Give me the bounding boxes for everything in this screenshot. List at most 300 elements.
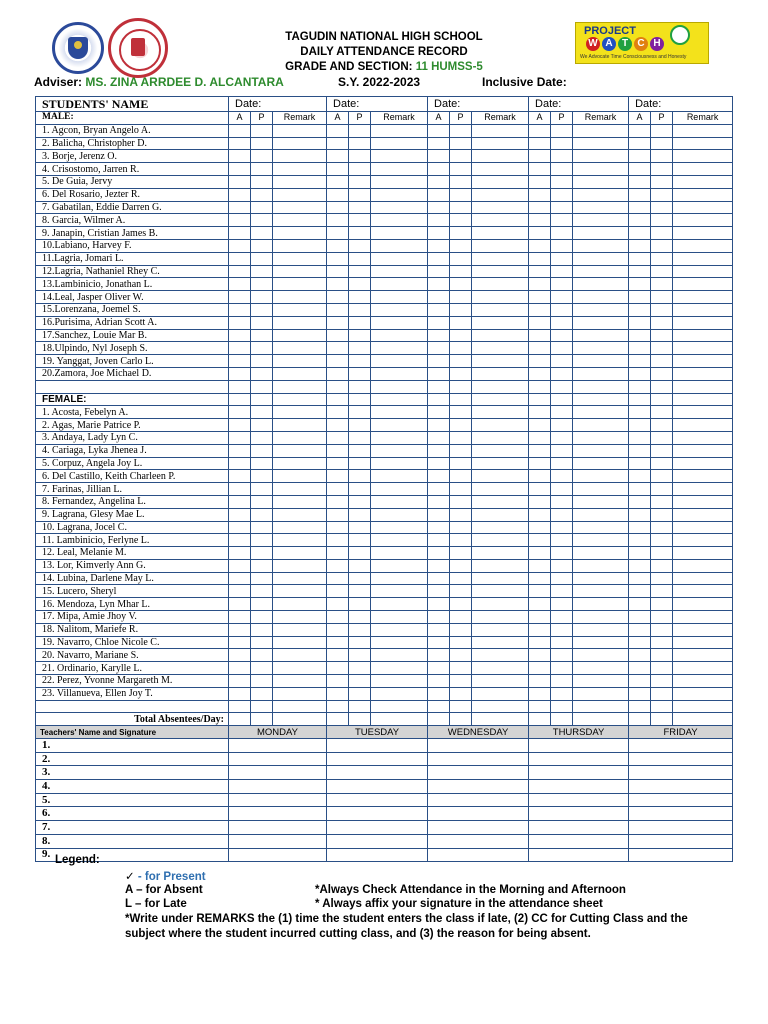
absent-cell[interactable] [629,380,651,393]
remark-cell[interactable] [371,508,428,521]
absent-cell[interactable] [529,508,551,521]
present-cell[interactable] [551,700,573,713]
present-cell[interactable] [450,444,472,457]
present-cell[interactable] [349,265,371,278]
remark-cell[interactable] [273,124,327,137]
remark-cell[interactable] [573,572,629,585]
remark-cell[interactable] [273,572,327,585]
remark-cell[interactable] [371,611,428,624]
absent-cell[interactable] [629,687,651,700]
present-cell[interactable] [651,406,673,419]
remark-cell[interactable] [472,662,529,675]
present-cell[interactable] [349,124,371,137]
present-cell[interactable] [551,483,573,496]
present-cell[interactable] [651,572,673,585]
present-cell[interactable] [551,636,573,649]
absent-cell[interactable] [229,252,251,265]
absent-cell[interactable] [428,150,450,163]
absent-cell[interactable] [529,713,551,726]
remark-cell[interactable] [472,713,529,726]
remark-cell[interactable] [472,214,529,227]
present-cell[interactable] [551,572,573,585]
absent-cell[interactable] [629,188,651,201]
present-cell[interactable] [251,329,273,342]
present-cell[interactable] [349,406,371,419]
remark-cell[interactable] [371,163,428,176]
present-cell[interactable] [450,278,472,291]
remark-cell[interactable] [273,457,327,470]
present-cell[interactable] [651,700,673,713]
absent-cell[interactable] [529,470,551,483]
present-cell[interactable] [251,355,273,368]
present-cell[interactable] [551,265,573,278]
remark-cell[interactable] [371,534,428,547]
remark-cell[interactable] [472,457,529,470]
absent-cell[interactable] [629,559,651,572]
absent-cell[interactable] [428,137,450,150]
present-cell[interactable] [349,163,371,176]
remark-cell[interactable] [673,342,733,355]
absent-cell[interactable] [629,303,651,316]
remark-cell[interactable] [573,124,629,137]
remark-cell[interactable] [273,521,327,534]
absent-cell[interactable] [327,291,349,304]
remark-cell[interactable] [472,700,529,713]
remark-cell[interactable] [371,675,428,688]
absent-cell[interactable] [629,214,651,227]
absent-cell[interactable] [229,124,251,137]
remark-cell[interactable] [573,483,629,496]
present-cell[interactable] [551,329,573,342]
absent-cell[interactable] [529,329,551,342]
present-cell[interactable] [450,227,472,240]
absent-cell[interactable] [629,521,651,534]
present-cell[interactable] [450,623,472,636]
present-cell[interactable] [551,188,573,201]
absent-cell[interactable] [428,188,450,201]
absent-cell[interactable] [229,342,251,355]
remark-cell[interactable] [472,534,529,547]
absent-cell[interactable] [428,175,450,188]
present-cell[interactable] [251,457,273,470]
absent-cell[interactable] [629,508,651,521]
absent-cell[interactable] [229,316,251,329]
absent-cell[interactable] [229,675,251,688]
absent-cell[interactable] [529,495,551,508]
remark-cell[interactable] [673,329,733,342]
absent-cell[interactable] [529,393,551,406]
remark-cell[interactable] [472,431,529,444]
remark-cell[interactable] [573,367,629,380]
present-cell[interactable] [450,636,472,649]
present-cell[interactable] [651,227,673,240]
remark-cell[interactable] [673,547,733,560]
absent-cell[interactable] [629,393,651,406]
absent-cell[interactable] [629,547,651,560]
present-cell[interactable] [450,188,472,201]
absent-cell[interactable] [529,163,551,176]
absent-cell[interactable] [629,611,651,624]
present-cell[interactable] [450,342,472,355]
remark-cell[interactable] [273,175,327,188]
absent-cell[interactable] [327,316,349,329]
present-cell[interactable] [349,687,371,700]
remark-cell[interactable] [273,316,327,329]
present-cell[interactable] [551,201,573,214]
absent-cell[interactable] [229,406,251,419]
remark-cell[interactable] [371,124,428,137]
remark-cell[interactable] [573,700,629,713]
absent-cell[interactable] [629,137,651,150]
remark-cell[interactable] [673,137,733,150]
absent-cell[interactable] [529,303,551,316]
teacher-signature-cell[interactable] [428,821,529,835]
absent-cell[interactable] [229,239,251,252]
teacher-signature-cell[interactable] [229,848,327,862]
absent-cell[interactable] [327,380,349,393]
absent-cell[interactable] [327,559,349,572]
present-cell[interactable] [251,265,273,278]
teacher-signature-cell[interactable] [629,848,733,862]
absent-cell[interactable] [327,649,349,662]
present-cell[interactable] [251,137,273,150]
present-cell[interactable] [251,559,273,572]
absent-cell[interactable] [529,534,551,547]
remark-cell[interactable] [573,431,629,444]
present-cell[interactable] [651,611,673,624]
remark-cell[interactable] [273,252,327,265]
absent-cell[interactable] [629,163,651,176]
remark-cell[interactable] [472,265,529,278]
remark-cell[interactable] [673,636,733,649]
absent-cell[interactable] [428,662,450,675]
present-cell[interactable] [450,163,472,176]
remark-cell[interactable] [573,559,629,572]
present-cell[interactable] [450,495,472,508]
teacher-signature-cell[interactable] [428,780,529,794]
absent-cell[interactable] [428,444,450,457]
remark-cell[interactable] [673,406,733,419]
present-cell[interactable] [349,393,371,406]
remark-cell[interactable] [371,201,428,214]
remark-cell[interactable] [673,239,733,252]
present-cell[interactable] [251,649,273,662]
absent-cell[interactable] [229,291,251,304]
remark-cell[interactable] [472,559,529,572]
absent-cell[interactable] [428,303,450,316]
present-cell[interactable] [349,547,371,560]
remark-cell[interactable] [472,675,529,688]
absent-cell[interactable] [229,662,251,675]
present-cell[interactable] [551,431,573,444]
absent-cell[interactable] [428,687,450,700]
present-cell[interactable] [349,521,371,534]
present-cell[interactable] [551,585,573,598]
absent-cell[interactable] [428,342,450,355]
present-cell[interactable] [349,175,371,188]
absent-cell[interactable] [428,636,450,649]
present-cell[interactable] [251,675,273,688]
present-cell[interactable] [651,598,673,611]
teacher-signature-cell[interactable] [229,821,327,835]
absent-cell[interactable] [629,419,651,432]
teacher-signature-cell[interactable] [229,752,327,766]
teacher-signature-cell[interactable] [428,807,529,821]
absent-cell[interactable] [327,687,349,700]
absent-cell[interactable] [327,252,349,265]
present-cell[interactable] [349,316,371,329]
remark-cell[interactable] [673,431,733,444]
absent-cell[interactable] [629,239,651,252]
absent-cell[interactable] [428,316,450,329]
present-cell[interactable] [450,559,472,572]
absent-cell[interactable] [529,406,551,419]
absent-cell[interactable] [229,483,251,496]
remark-cell[interactable] [273,534,327,547]
absent-cell[interactable] [327,355,349,368]
remark-cell[interactable] [371,239,428,252]
remark-cell[interactable] [273,598,327,611]
remark-cell[interactable] [273,188,327,201]
present-cell[interactable] [551,675,573,688]
remark-cell[interactable] [371,150,428,163]
teacher-signature-cell[interactable] [229,834,327,848]
remark-cell[interactable] [573,521,629,534]
remark-cell[interactable] [673,316,733,329]
absent-cell[interactable] [428,419,450,432]
remark-cell[interactable] [673,355,733,368]
remark-cell[interactable] [472,598,529,611]
remark-cell[interactable] [371,521,428,534]
present-cell[interactable] [251,572,273,585]
absent-cell[interactable] [229,214,251,227]
absent-cell[interactable] [229,163,251,176]
present-cell[interactable] [251,278,273,291]
absent-cell[interactable] [529,521,551,534]
present-cell[interactable] [450,483,472,496]
absent-cell[interactable] [327,598,349,611]
absent-cell[interactable] [428,457,450,470]
remark-cell[interactable] [573,534,629,547]
present-cell[interactable] [251,508,273,521]
teacher-signature-cell[interactable] [327,793,428,807]
remark-cell[interactable] [371,291,428,304]
absent-cell[interactable] [529,431,551,444]
present-cell[interactable] [551,495,573,508]
remark-cell[interactable] [371,188,428,201]
remark-cell[interactable] [472,611,529,624]
remark-cell[interactable] [673,150,733,163]
present-cell[interactable] [651,252,673,265]
absent-cell[interactable] [529,636,551,649]
present-cell[interactable] [651,585,673,598]
present-cell[interactable] [551,303,573,316]
remark-cell[interactable] [273,291,327,304]
remark-cell[interactable] [273,329,327,342]
remark-cell[interactable] [371,252,428,265]
absent-cell[interactable] [229,636,251,649]
present-cell[interactable] [651,508,673,521]
absent-cell[interactable] [229,265,251,278]
present-cell[interactable] [251,444,273,457]
remark-cell[interactable] [472,252,529,265]
present-cell[interactable] [251,700,273,713]
present-cell[interactable] [349,598,371,611]
present-cell[interactable] [450,547,472,560]
present-cell[interactable] [551,547,573,560]
present-cell[interactable] [551,316,573,329]
teacher-signature-cell[interactable] [629,739,733,753]
remark-cell[interactable] [472,547,529,560]
present-cell[interactable] [651,649,673,662]
absent-cell[interactable] [629,662,651,675]
absent-cell[interactable] [327,419,349,432]
absent-cell[interactable] [229,623,251,636]
present-cell[interactable] [551,239,573,252]
present-cell[interactable] [651,265,673,278]
absent-cell[interactable] [529,214,551,227]
remark-cell[interactable] [673,124,733,137]
absent-cell[interactable] [229,175,251,188]
remark-cell[interactable] [573,675,629,688]
present-cell[interactable] [651,675,673,688]
present-cell[interactable] [251,201,273,214]
remark-cell[interactable] [472,239,529,252]
remark-cell[interactable] [673,713,733,726]
remark-cell[interactable] [472,393,529,406]
absent-cell[interactable] [229,137,251,150]
present-cell[interactable] [450,201,472,214]
present-cell[interactable] [651,521,673,534]
absent-cell[interactable] [327,611,349,624]
present-cell[interactable] [651,444,673,457]
present-cell[interactable] [651,175,673,188]
remark-cell[interactable] [673,585,733,598]
present-cell[interactable] [349,137,371,150]
absent-cell[interactable] [629,175,651,188]
absent-cell[interactable] [529,175,551,188]
present-cell[interactable] [551,559,573,572]
remark-cell[interactable] [273,303,327,316]
absent-cell[interactable] [229,393,251,406]
remark-cell[interactable] [673,534,733,547]
present-cell[interactable] [450,649,472,662]
remark-cell[interactable] [673,380,733,393]
remark-cell[interactable] [673,278,733,291]
absent-cell[interactable] [229,700,251,713]
present-cell[interactable] [251,303,273,316]
remark-cell[interactable] [371,303,428,316]
present-cell[interactable] [551,470,573,483]
teacher-signature-cell[interactable] [428,752,529,766]
remark-cell[interactable] [472,419,529,432]
present-cell[interactable] [651,278,673,291]
absent-cell[interactable] [428,163,450,176]
remark-cell[interactable] [573,419,629,432]
present-cell[interactable] [450,265,472,278]
present-cell[interactable] [450,291,472,304]
remark-cell[interactable] [472,124,529,137]
absent-cell[interactable] [327,175,349,188]
remark-cell[interactable] [573,495,629,508]
present-cell[interactable] [251,291,273,304]
present-cell[interactable] [551,444,573,457]
present-cell[interactable] [251,687,273,700]
remark-cell[interactable] [472,227,529,240]
absent-cell[interactable] [327,585,349,598]
remark-cell[interactable] [472,150,529,163]
teacher-signature-cell[interactable] [229,739,327,753]
teacher-signature-cell[interactable] [629,780,733,794]
absent-cell[interactable] [629,227,651,240]
absent-cell[interactable] [629,649,651,662]
absent-cell[interactable] [428,393,450,406]
absent-cell[interactable] [529,419,551,432]
absent-cell[interactable] [428,201,450,214]
remark-cell[interactable] [472,355,529,368]
absent-cell[interactable] [428,431,450,444]
present-cell[interactable] [450,329,472,342]
present-cell[interactable] [349,713,371,726]
absent-cell[interactable] [327,406,349,419]
remark-cell[interactable] [673,291,733,304]
teacher-signature-cell[interactable] [229,780,327,794]
present-cell[interactable] [349,444,371,457]
absent-cell[interactable] [229,521,251,534]
remark-cell[interactable] [573,687,629,700]
remark-cell[interactable] [472,470,529,483]
remark-cell[interactable] [472,163,529,176]
teacher-signature-cell[interactable] [428,793,529,807]
absent-cell[interactable] [629,675,651,688]
absent-cell[interactable] [428,483,450,496]
absent-cell[interactable] [327,457,349,470]
remark-cell[interactable] [273,342,327,355]
present-cell[interactable] [349,252,371,265]
present-cell[interactable] [349,585,371,598]
present-cell[interactable] [450,380,472,393]
present-cell[interactable] [450,534,472,547]
present-cell[interactable] [551,521,573,534]
present-cell[interactable] [651,303,673,316]
present-cell[interactable] [551,534,573,547]
present-cell[interactable] [349,559,371,572]
teacher-signature-cell[interactable] [629,793,733,807]
absent-cell[interactable] [229,572,251,585]
absent-cell[interactable] [529,649,551,662]
remark-cell[interactable] [573,265,629,278]
remark-cell[interactable] [273,470,327,483]
remark-cell[interactable] [371,700,428,713]
absent-cell[interactable] [327,662,349,675]
remark-cell[interactable] [673,623,733,636]
absent-cell[interactable] [428,214,450,227]
present-cell[interactable] [450,150,472,163]
absent-cell[interactable] [428,406,450,419]
present-cell[interactable] [450,572,472,585]
remark-cell[interactable] [573,406,629,419]
present-cell[interactable] [551,649,573,662]
present-cell[interactable] [551,291,573,304]
absent-cell[interactable] [327,329,349,342]
remark-cell[interactable] [573,393,629,406]
remark-cell[interactable] [273,239,327,252]
present-cell[interactable] [349,303,371,316]
present-cell[interactable] [450,239,472,252]
present-cell[interactable] [251,470,273,483]
present-cell[interactable] [450,124,472,137]
absent-cell[interactable] [529,675,551,688]
